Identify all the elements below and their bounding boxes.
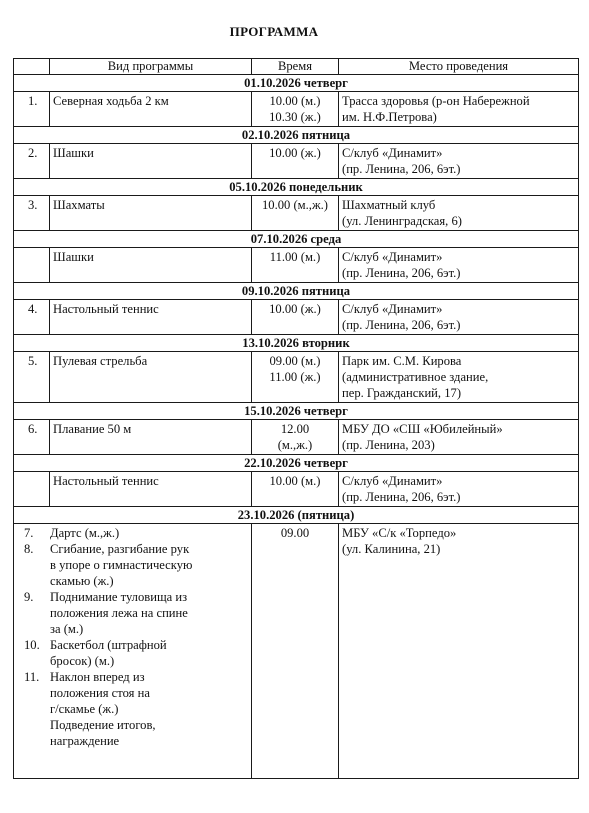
date-heading: 05.10.2026 понедельник — [14, 179, 579, 196]
final-event-text — [50, 637, 248, 669]
event-kind-line: Шахматы — [53, 198, 105, 212]
date-row — [14, 127, 579, 144]
event-time — [252, 144, 339, 179]
final-event-line: Баскетбол (штрафной — [50, 638, 167, 652]
event-kind — [50, 420, 252, 455]
final-event-number: 9. — [24, 590, 34, 604]
date-row — [14, 335, 579, 352]
date-heading: 23.10.2026 (пятница) — [14, 507, 579, 524]
event-time-line: 10.00 (ж.) — [269, 146, 321, 160]
event-time — [252, 300, 339, 335]
event-time — [252, 472, 339, 507]
event-number: 1. — [14, 92, 50, 127]
event-kind — [50, 352, 252, 403]
final-event-line: положения стоя на — [50, 686, 150, 700]
date-heading: 15.10.2026 четверг — [14, 403, 579, 420]
program-table — [13, 58, 579, 779]
final-event-text — [50, 541, 248, 589]
final-event-text — [50, 525, 248, 541]
page-title: ПРОГРАММА — [229, 24, 319, 39]
final-event-line: Наклон вперед из — [50, 670, 145, 684]
final-event-line: г/скамье (ж.) — [50, 702, 119, 716]
final-event-place-line: (ул. Калинина, 21) — [342, 542, 441, 556]
final-event-item — [24, 525, 248, 541]
header-num — [14, 59, 50, 75]
final-event-item — [24, 669, 248, 749]
event-row — [14, 352, 579, 403]
event-row — [14, 248, 579, 283]
event-kind-line: Шашки — [53, 146, 94, 160]
final-event-item — [24, 637, 248, 669]
header-kind: Вид программы — [50, 59, 252, 75]
final-event-number: 10. — [24, 638, 40, 652]
event-kind — [50, 92, 252, 127]
event-place-line: С/клуб «Динамит» — [342, 302, 443, 316]
event-place — [339, 352, 579, 403]
event-place-line: С/клуб «Динамит» — [342, 474, 443, 488]
event-place — [339, 92, 579, 127]
event-place-line: (пр. Ленина, 206, 6эт.) — [342, 162, 461, 176]
header-place: Место проведения — [339, 59, 579, 75]
event-time-line: 09.00 (м.) — [269, 354, 321, 368]
final-event-number: 7. — [24, 526, 34, 540]
date-row — [14, 75, 579, 92]
date-row — [14, 283, 579, 300]
date-heading: 09.10.2026 пятница — [14, 283, 579, 300]
final-event-item — [24, 589, 248, 637]
final-event-line: Поднимание туловища из — [50, 590, 188, 604]
event-number — [14, 248, 50, 283]
event-place-line: (пр. Ленина, 206, 6эт.) — [342, 490, 461, 504]
event-place — [339, 300, 579, 335]
event-kind-line: Настольный теннис — [53, 474, 159, 488]
date-heading: 01.10.2026 четверг — [14, 75, 579, 92]
date-row — [14, 179, 579, 196]
event-kind — [50, 144, 252, 179]
event-place-line: (административное здание, — [342, 370, 489, 384]
event-place-line: (ул. Ленинградская, 6) — [342, 214, 462, 228]
event-number: 2. — [14, 144, 50, 179]
event-place-line: Шахматный клуб — [342, 198, 436, 212]
event-kind-line: Пулевая стрельба — [53, 354, 148, 368]
event-time-line: 12.00 — [280, 422, 310, 436]
event-row — [14, 472, 579, 507]
event-kind — [50, 300, 252, 335]
event-place — [339, 420, 579, 455]
event-row — [14, 196, 579, 231]
event-kind — [50, 472, 252, 507]
event-time-line: (м.,ж.) — [277, 438, 313, 452]
date-row — [14, 403, 579, 420]
event-number: 5. — [14, 352, 50, 403]
final-event-text — [50, 669, 248, 749]
event-number: 6. — [14, 420, 50, 455]
event-place — [339, 144, 579, 179]
event-row — [14, 420, 579, 455]
event-number: 4. — [14, 300, 50, 335]
final-event-row — [14, 524, 579, 779]
event-kind — [50, 248, 252, 283]
date-heading: 02.10.2026 пятница — [14, 127, 579, 144]
event-place-line: Парк им. С.М. Кирова — [342, 354, 462, 368]
final-event-time-line: 09.00 — [280, 526, 310, 540]
date-row — [14, 231, 579, 248]
final-event-line: скамью (ж.) — [50, 574, 114, 588]
event-place-line: С/клуб «Динамит» — [342, 250, 443, 264]
event-place-line: (пр. Ленина, 203) — [342, 438, 435, 452]
event-time — [252, 248, 339, 283]
event-time — [252, 92, 339, 127]
event-time-line: 10.00 (м.) — [269, 474, 321, 488]
date-heading: 13.10.2026 вторник — [14, 335, 579, 352]
event-time — [252, 196, 339, 231]
event-kind-line: Шашки — [53, 250, 94, 264]
final-event-line: положения лежа на спине — [50, 606, 188, 620]
event-time-line: 10.30 (ж.) — [269, 110, 321, 124]
event-place-line: МБУ ДО «СШ «Юбилейный» — [342, 422, 503, 436]
event-place — [339, 196, 579, 231]
event-place-line: пер. Гражданский, 17) — [342, 386, 462, 400]
date-heading: 07.10.2026 среда — [14, 231, 579, 248]
final-event-line: Сгибание, разгибание рук — [50, 542, 190, 556]
final-event-place — [339, 524, 579, 779]
date-row — [14, 507, 579, 524]
event-row — [14, 300, 579, 335]
final-event-text — [50, 589, 248, 637]
event-place-line: (пр. Ленина, 206, 6эт.) — [342, 318, 461, 332]
date-row — [14, 455, 579, 472]
event-kind-line: Настольный теннис — [53, 302, 159, 316]
final-event-line: Подведение итогов, — [50, 718, 156, 732]
event-place — [339, 472, 579, 507]
event-place — [339, 248, 579, 283]
event-kind-line: Плавание 50 м — [53, 422, 132, 436]
event-place-line: Трасса здоровья (р-он Набережной — [342, 94, 530, 108]
event-time — [252, 420, 339, 455]
event-number — [14, 472, 50, 507]
final-event-number: 11. — [24, 670, 40, 684]
event-time-line: 10.00 (м.,ж.) — [262, 198, 328, 212]
final-event-number: 8. — [24, 542, 34, 556]
header-time: Время — [252, 59, 339, 75]
event-place-line: (пр. Ленина, 206, 6эт.) — [342, 266, 461, 280]
event-time — [252, 352, 339, 403]
date-heading: 22.10.2026 четверг — [14, 455, 579, 472]
final-event-line: бросок) (м.) — [50, 654, 115, 668]
final-event-list — [14, 524, 252, 779]
event-row — [14, 144, 579, 179]
event-time-line: 11.00 (м.) — [269, 250, 321, 264]
final-event-line: за (м.) — [50, 622, 84, 636]
event-place-line: им. Н.Ф.Петрова) — [342, 110, 437, 124]
event-kind — [50, 196, 252, 231]
table-header-row — [14, 59, 579, 75]
final-event-line: награждение — [50, 734, 120, 748]
event-kind-line: Северная ходьба 2 км — [53, 94, 169, 108]
event-time-line: 11.00 (ж.) — [269, 370, 321, 384]
event-row — [14, 92, 579, 127]
final-event-place-line: МБУ «С/к «Торпедо» — [342, 526, 457, 540]
final-event-line: в упоре о гимнастическую — [50, 558, 193, 572]
final-event-time — [252, 524, 339, 779]
event-place-line: С/клуб «Динамит» — [342, 146, 443, 160]
event-time-line: 10.00 (ж.) — [269, 302, 321, 316]
event-number: 3. — [14, 196, 50, 231]
final-event-line: Дартс (м.,ж.) — [50, 526, 120, 540]
event-time-line: 10.00 (м.) — [269, 94, 321, 108]
final-event-item — [24, 541, 248, 589]
